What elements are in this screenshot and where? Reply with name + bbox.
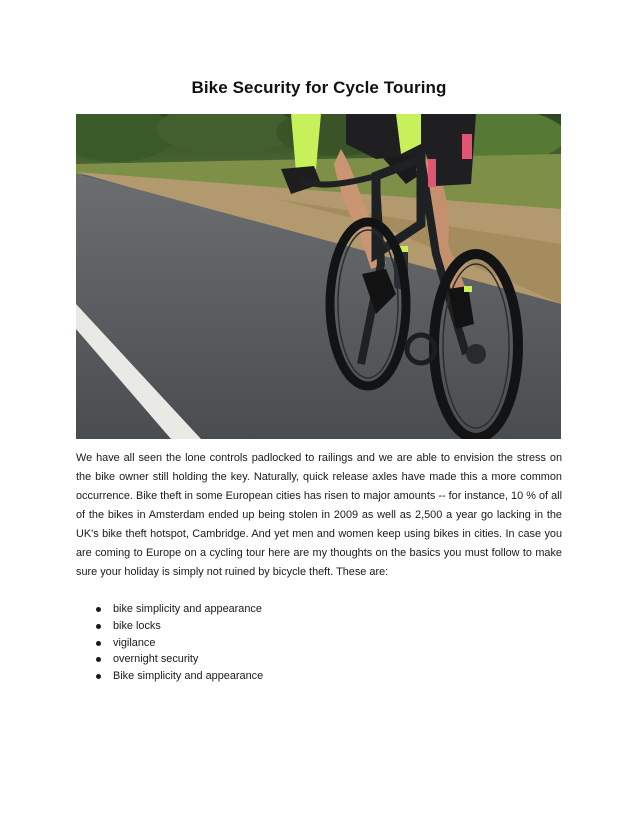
list-item-label: vigilance (113, 636, 156, 649)
bullet-icon (96, 641, 101, 646)
bullet-icon (96, 657, 101, 662)
list-item (96, 635, 263, 652)
document-title: Bike Security for Cycle Touring (191, 78, 447, 97)
bullet-icon (96, 674, 101, 679)
list-item-label: bike simplicity and appearance (113, 603, 262, 615)
list-item-label: bike locks (113, 619, 161, 632)
bullet-icon (96, 624, 101, 629)
list-item (96, 668, 263, 685)
bullet-list (96, 601, 263, 685)
list-item-label: overnight security (113, 653, 199, 666)
bullet-icon (96, 607, 101, 612)
list-item (96, 618, 263, 635)
list-item (96, 601, 263, 618)
list-item-label: Bike simplicity and appearance (113, 670, 264, 683)
cyclist-photo (76, 114, 561, 439)
body-paragraph: We have all seen the lone controls padlocked to railings and we are able to envision the stress on the bike owner still holding the key. Naturally, quick release axles have made this a more common occurrence. Bike theft in some European cities has risen to major amounts -- for instance, 10 % of all of the bikes in Amsterdam ended up being stolen in 2009 as well as 2,500 a year go lacking in the UK's bike theft hotspot, Cambridge. And yet men and women keep using bikes in cities. In case you are coming to Europe on a cycling tour here are my thoughts on the basics you must follow to make sure your holiday is simply not ruined by bicycle theft. These are: (76, 452, 562, 578)
list-item (96, 651, 263, 668)
